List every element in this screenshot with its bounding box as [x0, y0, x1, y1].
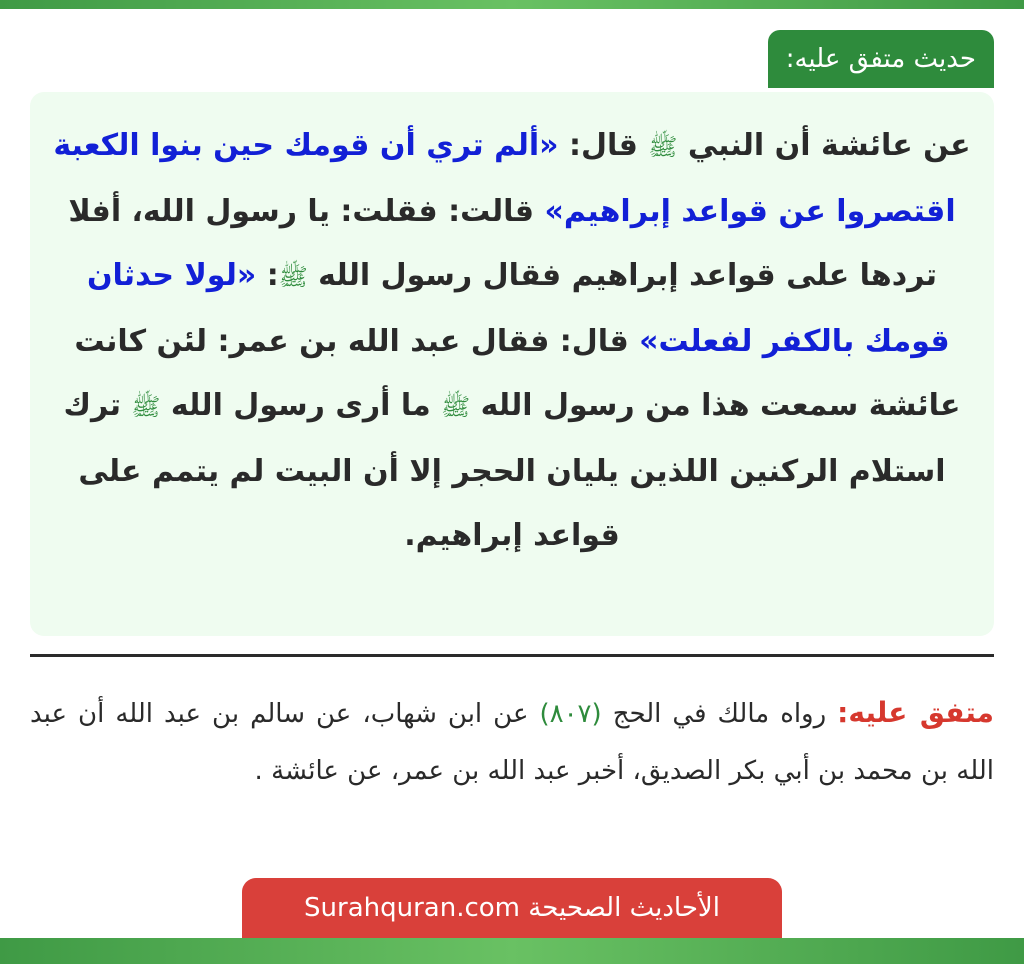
section-divider: [30, 654, 994, 657]
source-label: متفق عليه:: [837, 696, 994, 729]
prophet-quote: «ألم تري أن قومك حين بنوا الكعبة اقتصروا عن قواعد إبراهيم»: [53, 128, 956, 229]
salawat-symbol: ﷺ: [441, 393, 471, 421]
hadith-text-part: قال:: [558, 128, 649, 163]
hadith-text-part: قالت: فقلت: يا رسول الله، أفلا تردها على قواعد إبراهيم فقال رسول الله: [68, 193, 938, 293]
hadith-text-part: ما أرى رسول الله: [160, 388, 442, 423]
hadith-text-part: ترك استلام الركنين اللذين يليان الحجر إلا أن البيت لم يتمم على قواعد إبراهيم.: [63, 388, 946, 553]
hadith-text-part: عن عائشة أن النبي: [677, 128, 971, 163]
source-text-part: رواه مالك في الحج: [601, 699, 838, 729]
source-paragraph: [30, 684, 994, 800]
prophet-quote: «لولا حدثان قومك بالكفر لفعلت»: [86, 258, 950, 359]
hadith-text-part: قال: فقال عبد الله بن عمر: لئن كانت عائشة سمعت هذا من رسول الله: [74, 323, 961, 423]
top-accent-bar: [0, 0, 1024, 9]
salawat-symbol: ﷺ: [278, 263, 308, 291]
hadith-number: (٨٠٧): [539, 699, 602, 729]
hadith-text: [52, 114, 972, 569]
hadith-text-part: :: [256, 258, 279, 293]
hadith-box: [30, 92, 994, 636]
bottom-accent-bar: [0, 938, 1024, 964]
salawat-symbol: ﷺ: [648, 133, 678, 161]
hadith-type-tag: حديث متفق عليه:: [768, 30, 994, 88]
source-text-part: عن ابن شهاب، عن سالم بن عبد الله أن عبد الله بن محمد بن أبي بكر الصديق، أخبر عبد الله بن عمر، عن عائشة .: [30, 699, 994, 786]
salawat-symbol: ﷺ: [131, 393, 161, 421]
site-footer-badge: الأحاديث الصحيحة Surahquran.com: [242, 878, 782, 938]
